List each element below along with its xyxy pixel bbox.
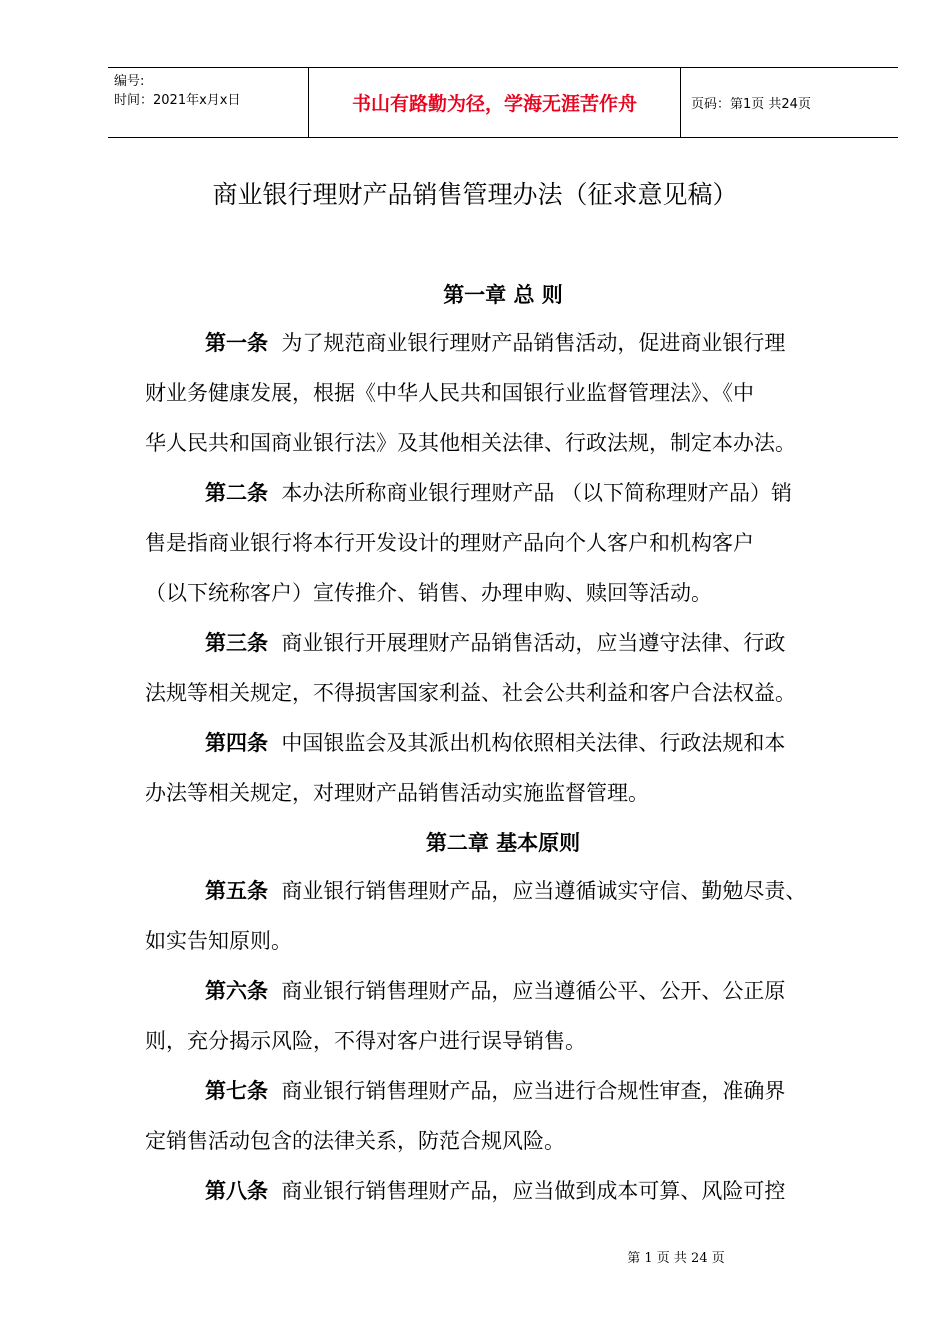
article-line: 则，充分揭示风险，不得对客户进行误导销售。 [145, 1029, 586, 1053]
article-line: 华人民共和国商业银行法》及其他相关法律、行政法规，制定本办法。 [145, 431, 796, 455]
article-line: 第五条 商业银行销售理财产品，应当遵循诚实守信、勤勉尽责、 [205, 879, 807, 903]
article-line: 第七条 商业银行销售理财产品，应当进行合规性审查，准确界 [205, 1079, 786, 1103]
chapter-heading-2: 第二章 基本原则 [425, 831, 581, 855]
article-line: 办法等相关规定，对理财产品销售活动实施监督管理。 [145, 781, 649, 805]
article-line: 第一条 为了规范商业银行理财产品销售活动，促进商业银行理 [205, 331, 786, 355]
document-date: 时间：2021年x月x日 [114, 93, 241, 108]
article-line: 第八条 商业银行销售理财产品，应当做到成本可算、风险可控 [205, 1179, 786, 1203]
header-motto: 书山有路勤为径，学海无涯苦作舟 [351, 93, 637, 115]
header-page-cell [681, 68, 898, 137]
article-line: 第四条 中国银监会及其派出机构依照相关法律、行政法规和本 [205, 731, 786, 755]
article-label: 第一条 [205, 331, 268, 355]
header-motto-cell [309, 68, 681, 137]
article-line: 售是指商业银行将本行开发设计的理财产品向个人客户和机构客户 [145, 531, 754, 555]
header-meta-cell [108, 68, 309, 137]
chapter-heading-1: 第一章 总 则 [443, 283, 563, 307]
article-line: 第三条 商业银行开展理财产品销售活动，应当遵守法律、行政 [205, 631, 786, 655]
document-title: 商业银行理财产品销售管理办法（征求意见稿） [212, 180, 738, 209]
page-footer: 第 1 页 共 24 页 [627, 1251, 725, 1266]
header-table [108, 67, 898, 138]
header-page-info: 页码：第1页 共24页 [691, 97, 811, 112]
article-label: 第七条 [205, 1079, 268, 1103]
article-line: 法规等相关规定，不得损害国家利益、社会公共利益和客户合法权益。 [145, 681, 796, 705]
article-label: 第四条 [205, 731, 268, 755]
article-line: 第六条 商业银行销售理财产品，应当遵循公平、公开、公正原 [205, 979, 786, 1003]
article-line: 第二条 本办法所称商业银行理财产品 （以下简称理财产品）销 [205, 481, 793, 505]
article-line: （以下统称客户）宣传推介、销售、办理申购、赎回等活动。 [145, 581, 712, 605]
article-label: 第二条 [205, 481, 268, 505]
article-label: 第三条 [205, 631, 268, 655]
article-line: 如实告知原则。 [145, 929, 292, 953]
article-label: 第五条 [205, 879, 268, 903]
article-label: 第六条 [205, 979, 268, 1003]
article-label: 第八条 [205, 1179, 268, 1203]
article-line: 定销售活动包含的法律关系，防范合规风险。 [145, 1129, 565, 1153]
article-line: 财业务健康发展，根据《中华人民共和国银行业监督管理法》、《中 [145, 381, 754, 405]
document-number-label: 编号: [114, 74, 145, 89]
